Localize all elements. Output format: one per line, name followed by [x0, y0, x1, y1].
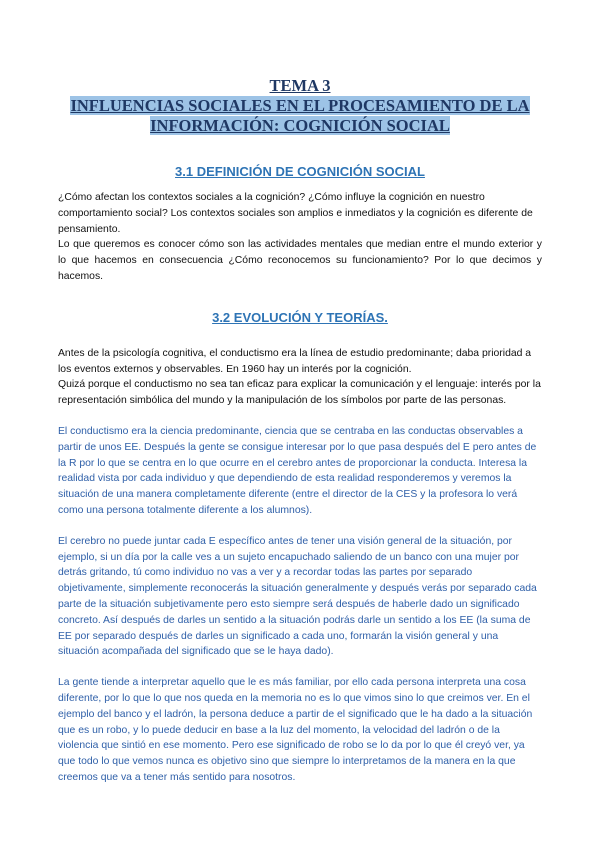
section2-paragraph-1: Antes de la psicología cognitiva, el conductismo era la línea de estudio predominante; daba prioridad a los eventos externos y observables. En 1960 hay un interés por la cognición. [58, 347, 532, 375]
section1-heading: 3.1 DEFINICIÓN DE COGNICIÓN SOCIAL [175, 164, 425, 179]
section2-heading: 3.2 EVOLUCIÓN Y TEORÍAS. [212, 309, 388, 325]
section1-paragraph-2: Lo que queremos es conocer cómo son las actividades mentales que median entre el mundo exterior y lo que hacemos en consecuencia ¿Cómo reconocemos su funcionamiento? Por lo que decimos y hacemos. [58, 239, 542, 282]
section2-blue-paragraph-3: La gente tiende a interpretar aquello que le es más familiar, por ello cada persona interpreta una cosa diferente, por lo que lo que nos queda en la memoria no es lo que vimos sino lo que creimos ver. En el ejemplo del banco y el ladrón, la persona deduce a partir de el significado que le ha dado a la situación que es un robo, y lo puede deducir en base a la luz del momento, la velocidad del ladrón o de la violencia que sintió en ese momento. Pero ese significado de robo se lo da por lo que él creyó ver, ya que todo lo que vemos nunca es objetivo sino que siempre lo interpretamos de la manera en la que creemos que va a tener más sentido para nosotros. [58, 677, 533, 783]
section1-paragraph-1: ¿Cómo afectan los contextos sociales a la cognición? ¿Cómo influye la cognición en nuestro comportamiento social? Los contextos sociales son amplios e inmediatos y la cognición es diferente de pensamiento. [58, 192, 533, 235]
section2-blue-paragraph-1: El conductismo era la ciencia predominante, ciencia que se centraba en las conductas observables a partir de unos EE. Después la gente se consigue interesar por lo que pasa después del E pero antes de la R por lo que se centra en lo que ocurre en el cerebro antes de proporcionar la conducta. Interesa la realidad vista por cada individuo y que dependiendo de esta realidad responderemos y veremos la situación de una manera completamente diferente (entre el director de la CES y la profesora lo verá como una persona totalmente diferente a los alumnos). [58, 425, 537, 516]
section2-paragraph-2: Quizá porque el conductismo no sea tan eficaz para explicar la comunicación y el lenguaje: interés por la representación simbólica del mundo y la manipulación de los símbolos por parte de las personas. [58, 379, 541, 407]
section2-blue-paragraph-2: El cerebro no puede juntar cada E específico antes de tener una visión general de la situación, por ejemplo, si un día por la calle ves a un sujeto encapuchado saliendo de un banco con una mujer por detrás gritando, tú como individuo no vas a ver y a recordar todas las partes por separado objetivamente, simplemente reconocerás la situación generalmente y después verás por separado cada parte de la situación subjetivamente pero esto siempre será después de haberle dado un significado concreto. Así después de darles un sentido a la situación podrás darle un sentido a los EE (la suma de EE por separado después de darles un significado a cada uno, formarán la visión general y una situación acompañada del significado que se le haya dado). [58, 535, 537, 658]
tema-label: TEMA 3 [269, 76, 331, 95]
title-line-2: INFORMACIÓN: COGNICIÓN SOCIAL [150, 116, 450, 135]
page-title [58, 96, 542, 136]
title-line-1: INFLUENCIAS SOCIALES EN EL PROCESAMIENTO DE LA [70, 96, 530, 115]
